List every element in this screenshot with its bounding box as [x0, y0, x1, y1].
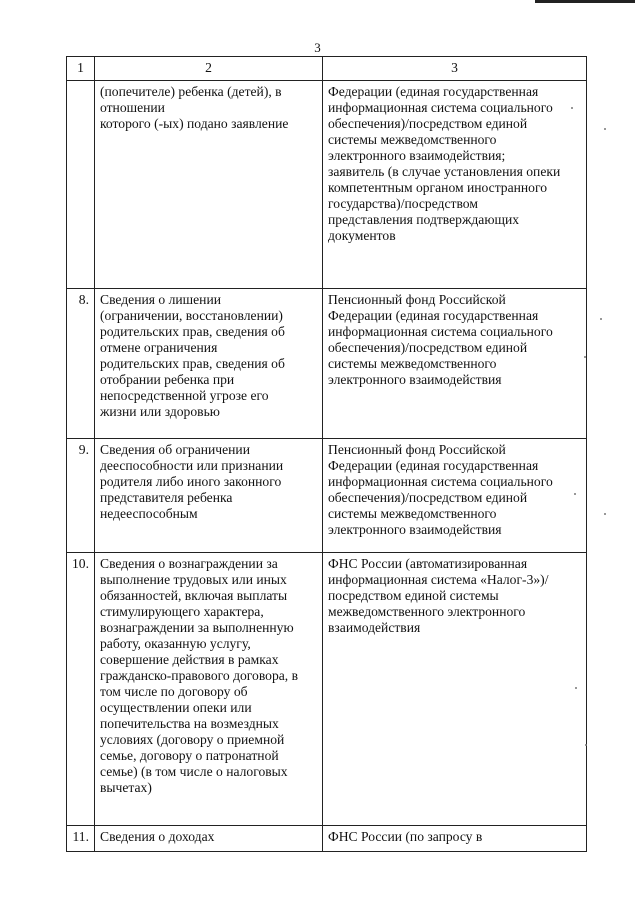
info-cell: Сведения об ограничении дееспособности или признании родителя либо иного законного представителя ребенка недееспособным: [95, 439, 323, 553]
info-cell: Сведения о лишении (ограничении, восстановлении) родительских прав, сведения об отмене ограничения родительских прав, сведения об отобрании ребенка при непосредственной угрозе его жизни или здоровью: [95, 289, 323, 439]
source-cell: Пенсионный фонд Российской Федерации (единая государственная информационная система социального обеспечения)/посредством единой системы межведомственного электронного взаимодействия: [323, 289, 587, 439]
table-row: [67, 289, 587, 439]
row-number: 9.: [67, 439, 95, 553]
info-cell: Сведения о доходах: [95, 826, 323, 852]
table-row: [67, 439, 587, 553]
source-cell: ФНС России (автоматизированная информационная система «Налог-3»)/ посредством единой системы межведомственного электронного взаимодействия: [323, 553, 587, 826]
row-number: [67, 81, 95, 289]
scan-speck: [571, 107, 573, 109]
scan-speck: [575, 687, 577, 689]
scan-speck: [604, 128, 606, 130]
table-row: [67, 81, 587, 289]
column-header-2: 2: [95, 57, 323, 81]
table-header-row: [67, 57, 587, 81]
scan-speck: [584, 356, 586, 358]
document-table: [66, 56, 587, 852]
info-cell: (попечителе) ребенка (детей), в отношении которого (-ых) подано заявление: [95, 81, 323, 289]
source-cell: ФНС России (по запросу в: [323, 826, 587, 852]
info-cell: Сведения о вознаграждении за выполнение трудовых или иных обязанностей, включая выплаты стимулирующего характера, вознаграждении за выполненную работу, оказанную услугу, совершение действия в рамках гражданско-правового договора, в том числе по договору об осуществлении опеки или попечительства на возмездных условиях (договору о приемной семье, договору о патронатной семье) (в том числе о налоговых вычетах): [95, 553, 323, 826]
scan-speck: [585, 744, 587, 746]
source-cell: Пенсионный фонд Российской Федерации (единая государственная информационная система социального обеспечения)/посредством единой системы межведомственного электронного взаимодействия: [323, 439, 587, 553]
source-cell: Федерации (единая государственная информационная система социального обеспечения)/посредством единой системы межведомственного электронного взаимодействия; заявитель (в случае установления опеки компетентным органом иностранного государства)/посредством представления подтверждающих документов: [323, 81, 587, 289]
table-row: [67, 826, 587, 852]
column-header-1: 1: [67, 57, 95, 81]
page-number: 3: [314, 40, 321, 55]
column-header-3: 3: [323, 57, 587, 81]
table-row: [67, 553, 587, 826]
scan-speck: [600, 318, 602, 320]
row-number: 8.: [67, 289, 95, 439]
scan-speck: [574, 493, 576, 495]
row-number: 11.: [67, 826, 95, 852]
row-number: 10.: [67, 553, 95, 826]
scan-speck: [604, 513, 606, 515]
scan-edge-bar: [535, 0, 635, 3]
